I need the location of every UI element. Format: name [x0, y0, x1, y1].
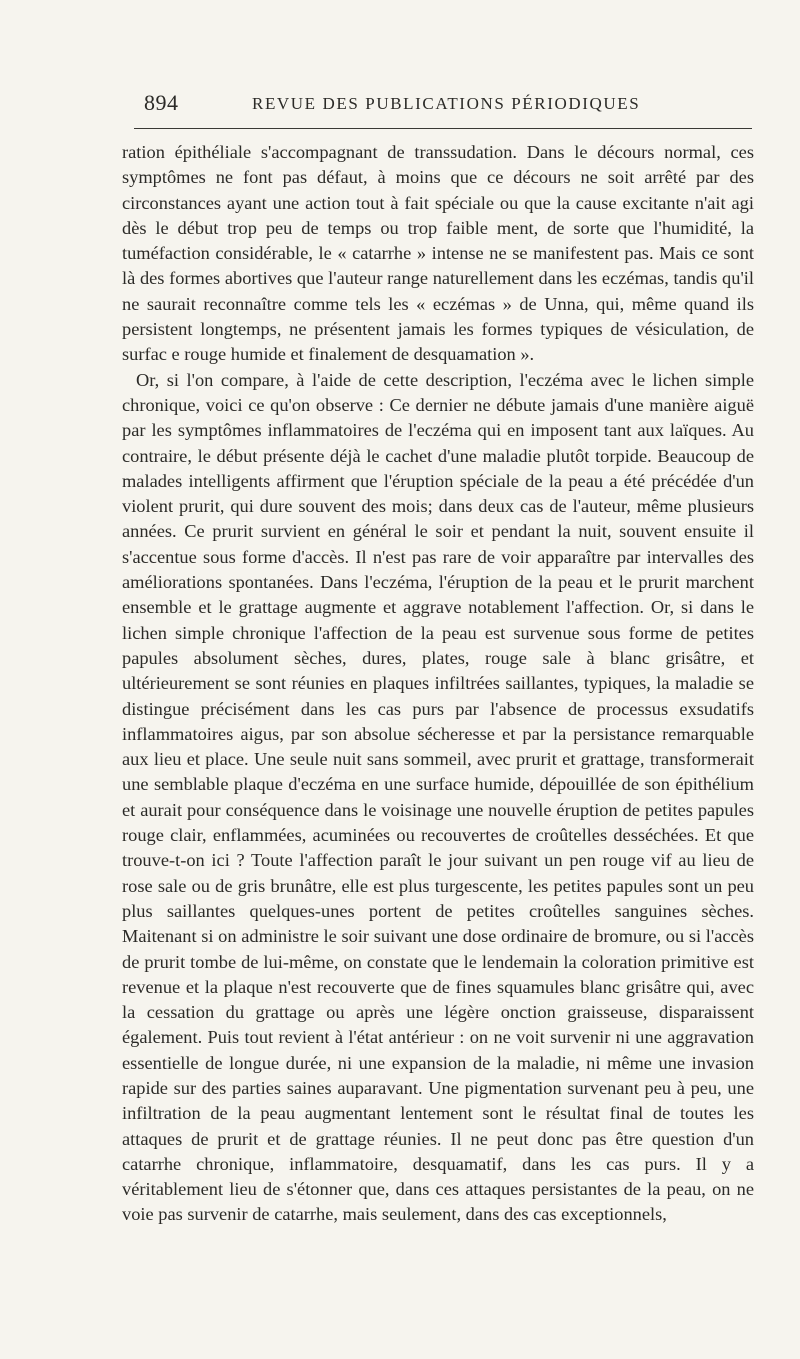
paragraph-continued: ration épithéliale s'accompagnant de transsudation. Dans le décours normal, ces symptômes ne font pas défaut, à moins que ce décours ne soit arrêté par des circonstances ayant une action tout à fait spéciale ou que la cause excitante n'ait agi dès le début trop peu de temps ou trop faible ment, de sorte que l'humidité, la tuméfaction considérable, le « catarrhe » intense ne se manifestent pas. Mais ce sont là des formes abortives que l'auteur range naturellement dans les eczémas, tandis qu'il ne saurait reconnaître comme tels les « eczémas » de Unna, qui, même quand ils persistent longtemps, ne présentent jamais les formes typiques de vésiculation, de surfac e rouge humide et finalement de desquamation ». [122, 142, 754, 365]
paragraph: Or, si l'on compare, à l'aide de cette description, l'eczéma avec le lichen simple chronique, voici ce qu'on observe : Ce dernier ne débute jamais d'une manière aiguë par les symptômes inflammatoires de l'eczéma qui en imposent tant aux laïques. Au contraire, le début présente déjà le cachet d'une maladie plutôt torpide. Beaucoup de malades intelligents affirment que l'éruption spéciale de la peau a été précédée d'un violent prurit, qui dure souvent des mois; dans deux cas de l'auteur, même plusieurs années. Ce prurit survient en général le soir et pendant la nuit, souvent ensuite il s'accentue sous forme d'accès. Il n'est pas rare de voir apparaître par intervalles des améliorations spontanées. Dans l'eczéma, l'éruption de la peau et le prurit marchent ensemble et le grattage augmente et aggrave notablement l'affection. Or, si dans le lichen simple chronique l'affection de la peau est survenue sous forme de petites papules absolument sèches, dures, plates, rouge sale à blanc grisâtre, et ultérieurement se sont réunies en plaques infiltrées saillantes, typiques, la maladie se distingue précisément dans les cas purs par l'absence de processus exsudatifs inflammatoires aigus, par son absolue sécheresse et par la persistance remarquable aux lieu et place. Une seule nuit sans sommeil, avec prurit et grattage, transformerait une semblable plaque d'eczéma en une surface humide, dépouillée de son épithélium et aurait pour conséquence dans le voisinage une nouvelle éruption de petites papules rouge clair, enflammées, acuminées ou recouvertes de croûtelles desséchées. Et que trouve-t-on ici ? Toute l'affection paraît le jour suivant un pen rouge vif au lieu de rose sale ou de gris brunâtre, elle est plus turgescente, les petites papules sont un peu plus saillantes quelques-unes portent de petites croûtelles sanguines sèches. Maitenant si on administre le soir suivant une dose ordinaire de bromure, ou si l'accès de prurit tombe de lui-même, on constate que le lendemain la coloration primitive est revenue et la plaque n'est recouverte que de fines squamules blanc grisâtre qui, avec la cessation du grattage ou après une légère onction graisseuse, disparaissent également. Puis tout revient à l'état antérieur : on ne voit survenir ni une aggravation essentielle de longue durée, ni une expansion de la maladie, ni même une invasion rapide sur des parties saines auparavant. Une pigmentation survenant peu à peu, une infiltration de la peau augmentant lentement sont le résultat final de toutes les attaques de prurit et de grattage réunies. Il ne peut donc pas être question d'un catarrhe chronique, inflammatoire, desquamatif, dans les cas purs. Il y a véritablement lieu de s'étonner que, dans ces attaques persistantes de la peau, on ne voie pas survenir de catarrhe, mais seulement, dans des cas exceptionnels, [122, 369, 754, 1225]
running-header [132, 90, 752, 120]
running-title: REVUE DES PUBLICATIONS PÉRIODIQUES [252, 94, 641, 113]
header-rule [134, 128, 752, 129]
page-number: 894 [144, 90, 179, 115]
body-text [122, 140, 754, 1228]
